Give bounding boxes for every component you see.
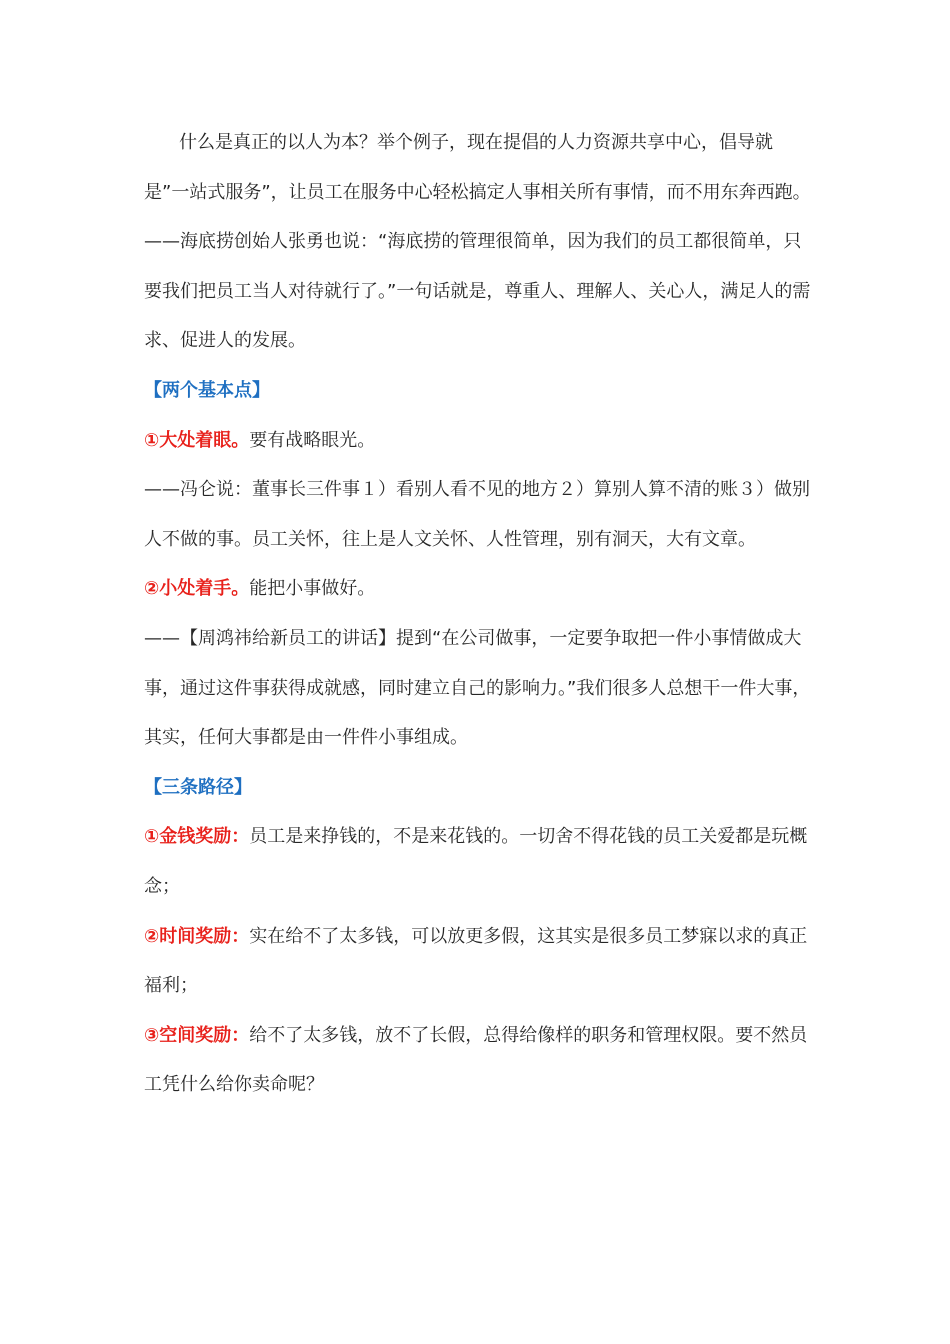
feng-lun-quote-paragraph: ——冯仑说：董事长三件事１）看别人看不见的地方２）算别人算不清的账３）做别人不做的事。员工关怀，往上是人文关怀、人性管理，别有洞天，大有文章。: [144, 479, 810, 550]
zhou-hongyi-quote-paragraph: ——【周鸿祎给新员工的讲话】提到“在公司做事，一定要争取把一件小事情做成大事，通过这件事获得成就感，同时建立自己的影响力。”我们很多人总想干一件大事，其实，任何大事都是由一件件小事组成。: [144, 627, 811, 749]
point-1-paragraph: [144, 416, 812, 466]
path-3-paragraph: [144, 1011, 812, 1110]
haidilao-quote-paragraph: ——海底捞创始人张勇也说：“海底捞的管理很简单，因为我们的员工都很简单，只要我们把员工当人对待就行了。”一句话就是，尊重人、理解人、关心人，满足人的需求、促进人的发展。: [144, 231, 811, 352]
point-2-lead: ②小处着手。: [144, 578, 250, 600]
section-heading-three-paths: 【三条路径】: [144, 776, 252, 798]
path-3-lead: ③空间奖励：: [144, 1024, 250, 1046]
path-2-lead: ②时间奖励：: [144, 925, 250, 947]
document-page: [144, 118, 812, 1110]
section-heading-two-points: 【两个基本点】: [144, 379, 270, 401]
point-2-paragraph: [144, 564, 812, 614]
path-1-text: 员工是来挣钱的，不是来花钱的。一切舍不得花钱的员工关爱都是玩概念；: [144, 826, 808, 897]
path-2-text: 实在给不了太多钱，可以放更多假，这其实是很多员工梦寐以求的真正福利；: [144, 925, 808, 997]
path-1-lead: ①金钱奖励：: [144, 826, 250, 848]
intro-paragraph: 什么是真正的以人为本？举个例子，现在提倡的人力资源共享中心，倡导就是”一站式服务”，让员工在服务中心轻松搞定人事相关所有事情，而不用东奔西跑。: [144, 132, 811, 203]
point-1-text: 要有战略眼光。: [249, 429, 376, 451]
path-3-text: 给不了太多钱，放不了长假，总得给像样的职务和管理权限。要不然员工凭什么给你卖命呢？: [144, 1024, 808, 1096]
path-2-paragraph: [144, 912, 812, 1011]
path-1-paragraph: [144, 812, 812, 911]
point-1-lead: ①大处着眼。: [144, 429, 250, 451]
point-2-text: 能把小事做好。: [249, 578, 376, 600]
